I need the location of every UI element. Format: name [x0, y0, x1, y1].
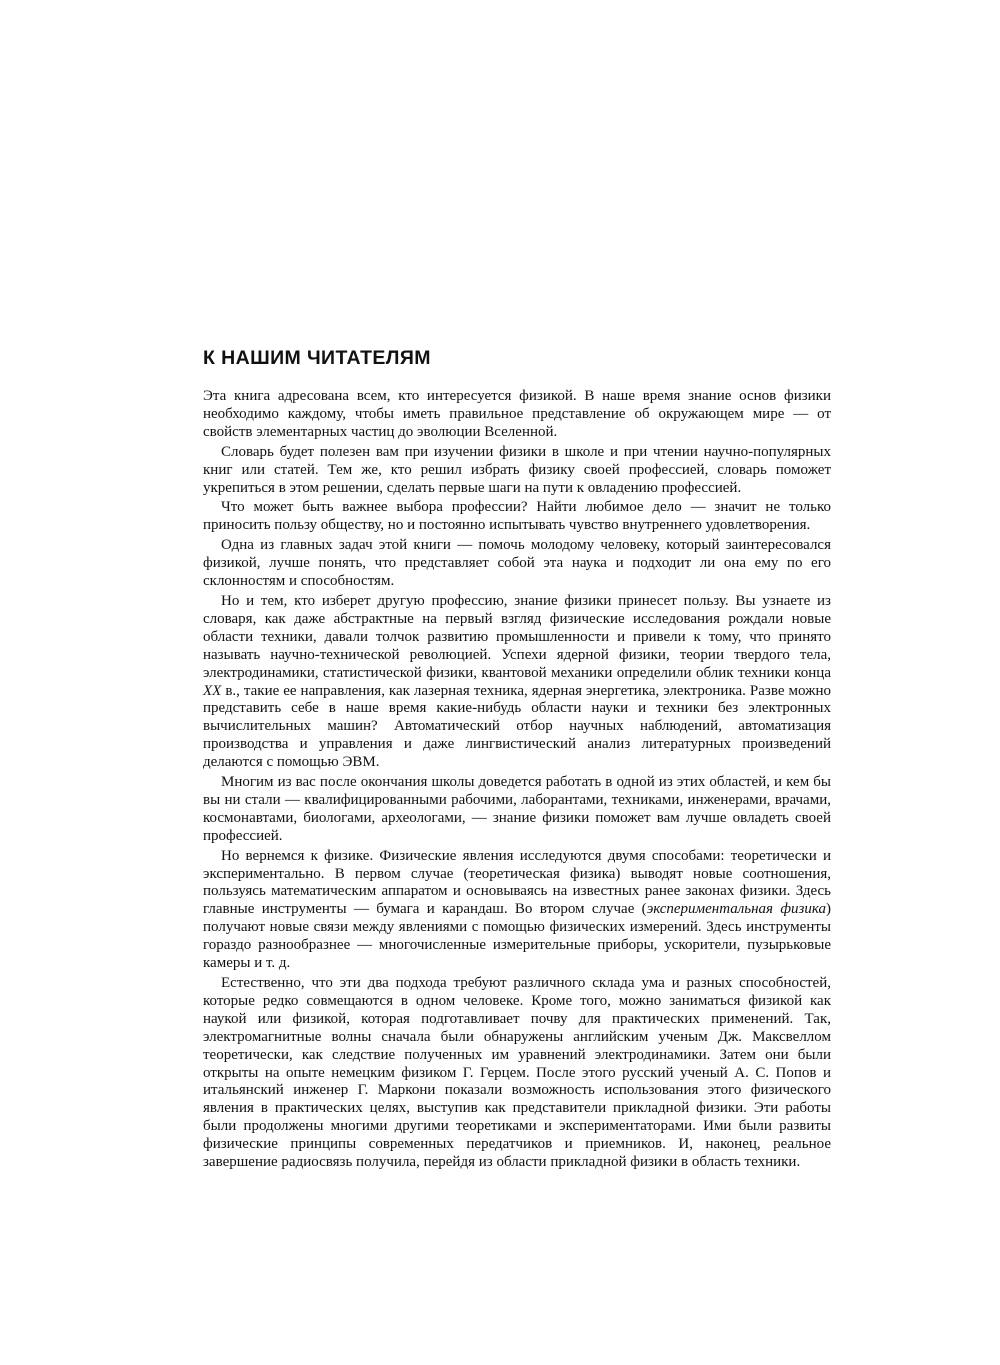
paragraph: Но и тем, кто изберет другую профессию, знание физики принесет пользу. Вы узнаете из словаря, как даже абстрактные на первый взгляд физические исследования рождали новые области техники, давали толчок развитию промышленности и привели к тому, что принято называть научно-технической революцией. Успехи ядерной физики, теории твердого тела, электродинамики, статистической физики, квантовой механики определили облик техники конца XX в., такие ее направления, как лазерная техника, ядерная энергетика, электроника. Разве можно представить себе в наше время какие-нибудь области науки и техники без электронных вычислительных машин? Автоматический отбор научных наблюдений, автоматизация производства и управления и даже лингвистический анализ литературных произведений делаются с помощью ЭВМ. [203, 592, 831, 771]
paragraph: Что может быть важнее выбора профессии? Найти любимое дело — значит не только приносить пользу обществу, но и постоянно испытывать чувство внутреннего удовлетворения. [203, 499, 831, 534]
paragraph: Словарь будет полезен вам при изучении физики в школе и при чтении научно-популярных книг или статей. Тем же, кто решил избрать физику своей профессией, словарь поможет укрепиться в этом решении, сделать первые шаги на пути к овладению профессией. [203, 443, 831, 496]
paragraph: Эта книга адресована всем, кто интересуется физикой. В наше время знание основ физики необходимо каждому, чтобы иметь правильное представление об окружающем мире — от свойств элементарных частиц до эволюции Вселенной. [203, 388, 831, 440]
emphasis-term: XX [203, 682, 222, 699]
paragraph: Многим из вас после окончания школы доведется работать в одной из этих областей, и кем бы вы ни стали — квалифицированными рабочими, лаборантами, техниками, инженерами, врачами, космонавтами, биологами, археологами, — знание физики поможет вам лучше овладеть своей профессией. [203, 774, 831, 844]
paragraph: Одна из главных задач этой книги — помочь молодому человеку, который заинтересовался физикой, лучше понять, что представляет собой эта наука и подходит ли она ему по его склонностям и способностям. [203, 537, 831, 590]
paragraph: Естественно, что эти два подхода требуют различного склада ума и разных способностей, которые редко совмещаются в одном человеке. Кроме того, можно заниматься физикой как наукой или физикой, которая подготавливает почву для практических применений. Так, электромагнитные волны сначала были обнаружены английским ученым Дж. Максвеллом теоретически, как следствие полученных им уравнений электродинамики. Затем они были открыты на опыте немецким физиком Г. Герцем. После этого русский ученый А. С. Попов и итальянский инженер Г. Маркони показали возможность использования этого физического явления в практических целях, выступив как представители прикладной физики. Эти работы были продолжены многими другими теоретиками и экспериментаторами. Ими были развиты физические принципы современных передатчиков и приемников. И, наконец, реальное завершение радиосвязь получила, перейдя из области прикладной физики в область техники. [203, 975, 831, 1171]
paragraph: Но вернемся к физике. Физические явления исследуются двумя способами: теоретически и экспериментально. В первом случае (теоретическая физика) выводят новые соотношения, пользуясь математическим аппаратом и основываясь на известных ранее законах физики. Здесь главные инструменты — бумага и карандаш. Во втором случае (экспериментальная физика) получают новые связи между явлениями с помощью физических измерений. Здесь инструменты гораздо разнообразнее — многочисленные измерительные приборы, ускорители, пузырьковые камеры и т. д. [203, 847, 831, 972]
page-body [203, 346, 831, 1172]
page-title: К НАШИМ ЧИТАТЕЛЯМ [203, 347, 431, 369]
emphasis-term: экспериментальная физика [646, 901, 826, 918]
